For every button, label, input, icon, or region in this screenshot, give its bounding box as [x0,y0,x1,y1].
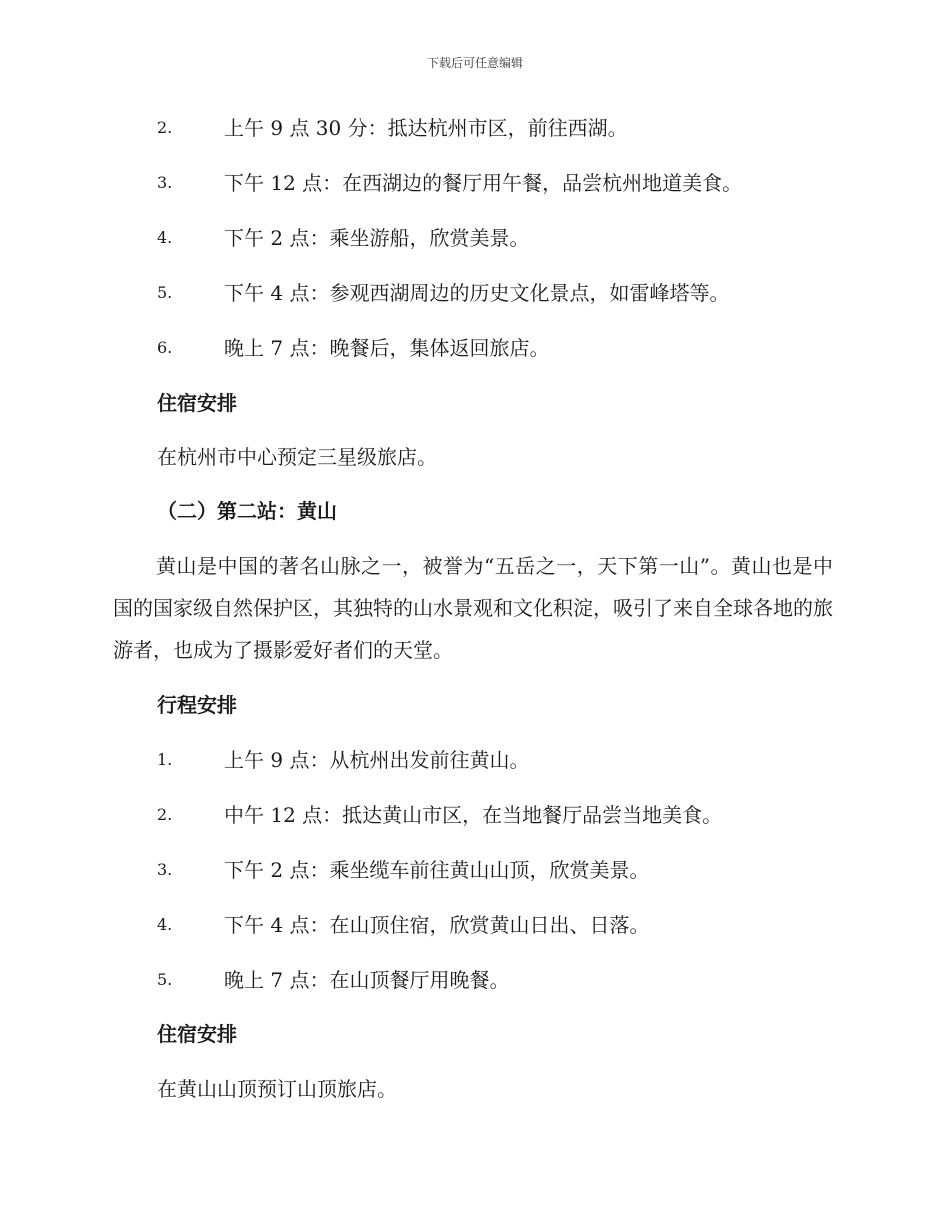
list-item-number: 5. [157,970,173,989]
list-item-number: 4. [157,228,173,247]
list-item: 下午 2 点：乘坐缆车前往黄山山顶，欣赏美景。 [224,858,650,882]
list-item: 下午 4 点：在山顶住宿，欣赏黄山日出、日落。 [224,913,650,937]
list-item-number: 3. [157,860,173,879]
list-item-number: 2. [157,118,173,137]
list-item-number: 2. [157,805,173,824]
list-item: 上午 9 点 30 分：抵达杭州市区，前往西湖。 [224,116,628,140]
list-item: 晚上 7 点：在山顶餐厅用晚餐。 [224,968,510,992]
list-item: 上午 9 点：从杭州出发前往黄山。 [224,748,530,772]
list-item-number: 3. [157,173,173,192]
list-item: 下午 12 点：在西湖边的餐厅用午餐，品尝杭州地道美食。 [224,171,743,195]
schedule-heading: 行程安排 [157,693,237,717]
lodging-text: 在杭州市中心预定三星级旅店。 [157,445,437,469]
list-item-number: 5. [157,283,173,302]
list-item-number: 1. [157,750,173,769]
section-title: （二）第二站：黄山 [157,499,337,523]
lodging-heading: 住宿安排 [157,391,237,415]
list-item: 中午 12 点：抵达黄山市区，在当地餐厅品尝当地美食。 [224,803,723,827]
list-item: 下午 2 点：乘坐游船，欣赏美景。 [224,226,530,250]
page-header: 下载后可任意编辑 [426,56,523,70]
list-item: 下午 4 点：参观西湖周边的历史文化景点，如雷峰塔等。 [224,281,730,305]
list-item-number: 6. [157,338,173,357]
intro-paragraph: 黄山是中国的著名山脉之一，被誉为“五岳之一，天下第一山”。黄山也是中国的国家级自然保护区，其独特的山水景观和文化积淀，吸引了来自全球各地的旅游者，也成为了摄影爱好者们的天堂。 [113,554,833,662]
list-item-number: 4. [157,915,173,934]
lodging-text: 在黄山山顶预订山顶旅店。 [157,1077,397,1101]
lodging-heading: 住宿安排 [157,1022,237,1046]
list-item: 晚上 7 点：晚餐后，集体返回旅店。 [224,336,550,360]
